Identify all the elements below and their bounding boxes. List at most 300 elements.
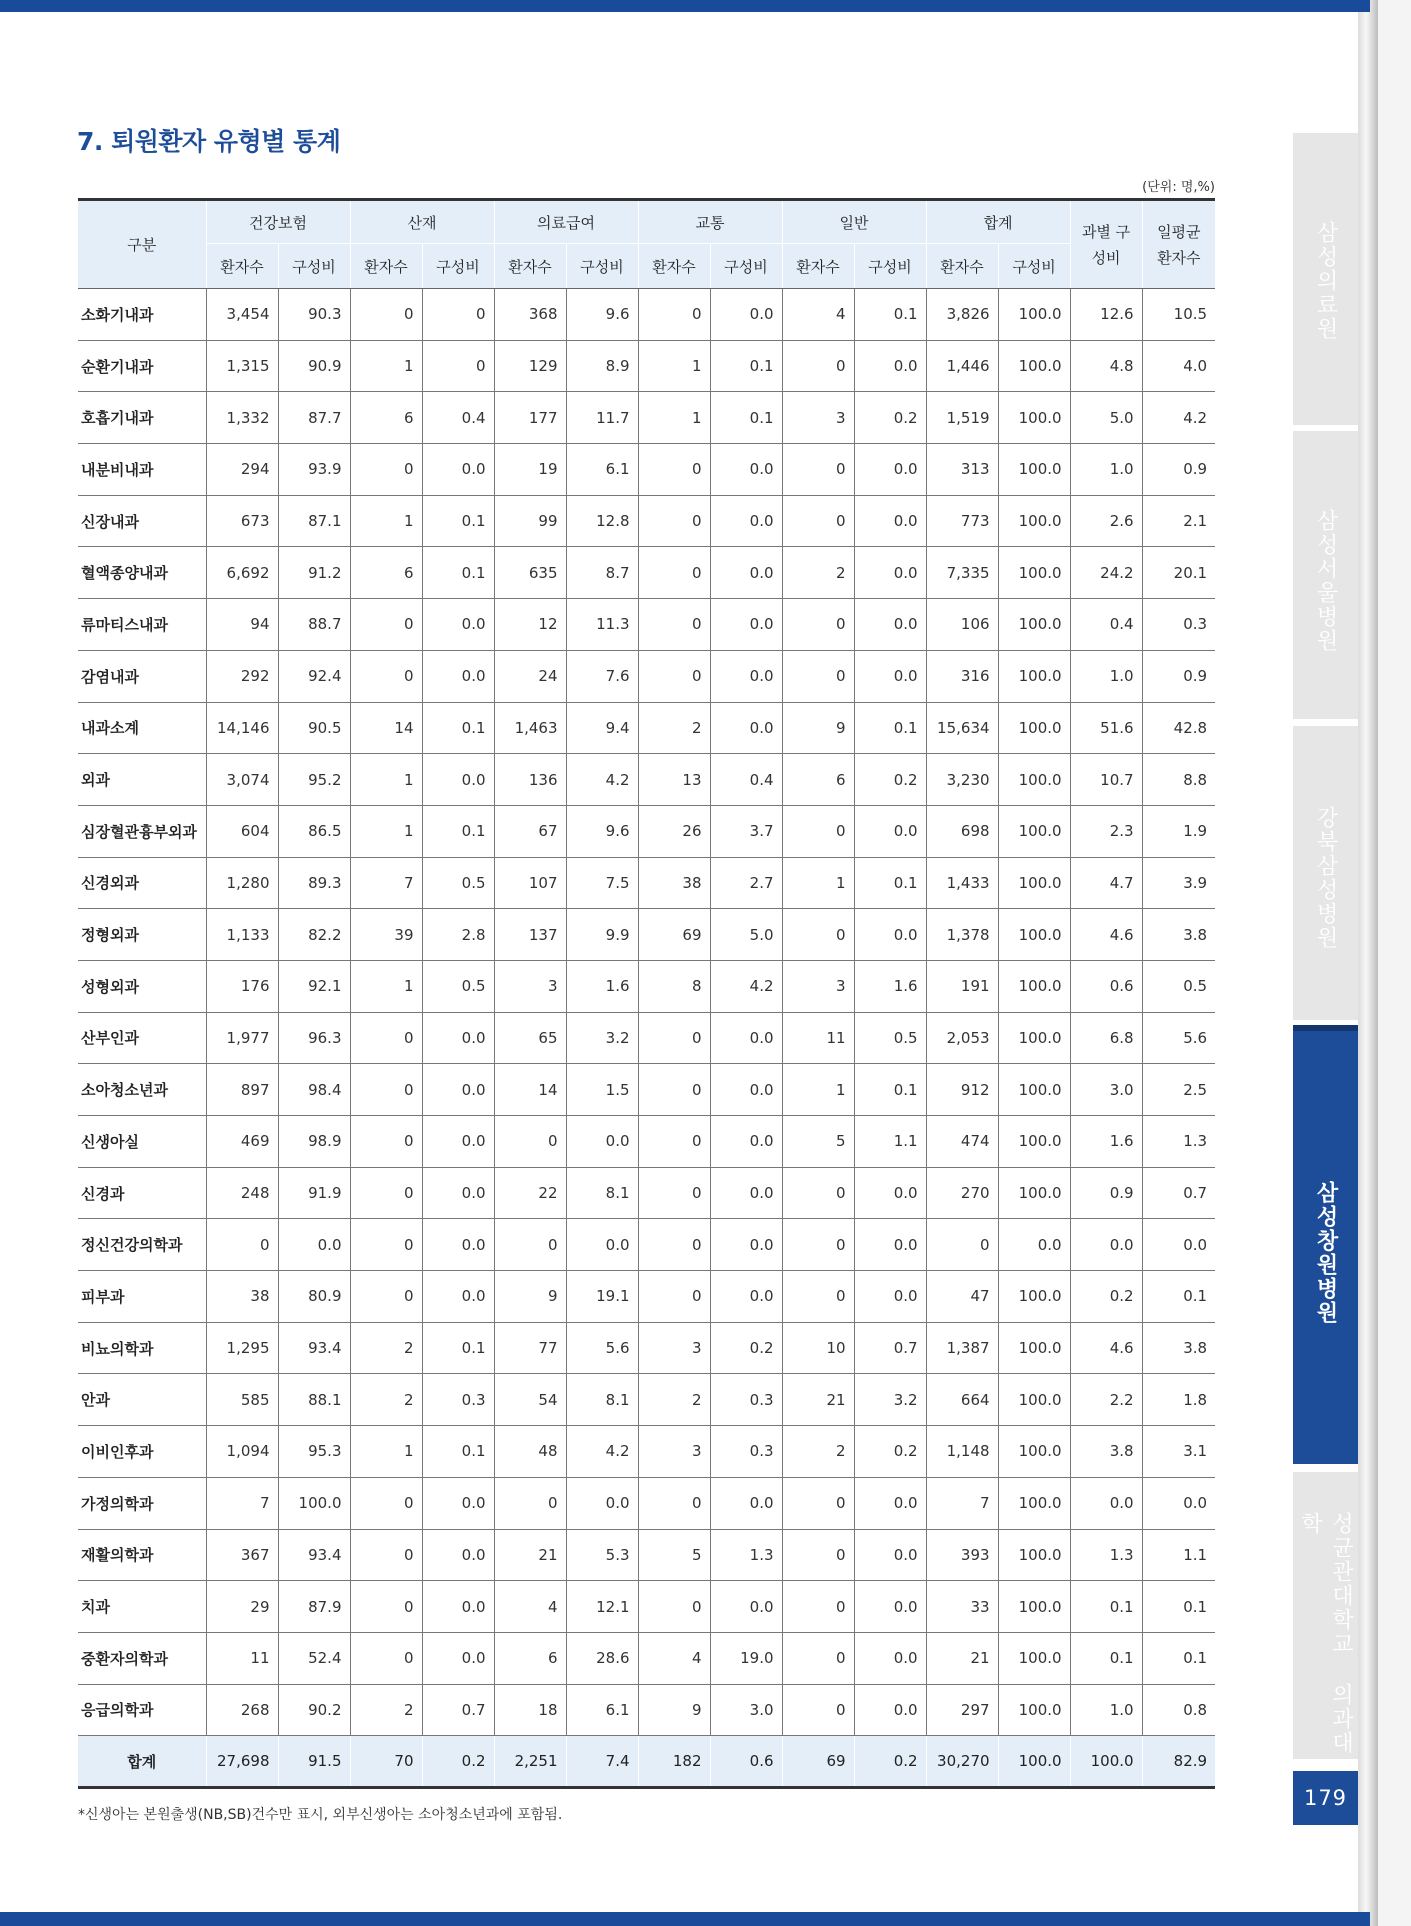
table-cell: 0 [638, 650, 710, 702]
department-name: 외과 [78, 754, 206, 806]
department-name: 응급의학과 [78, 1684, 206, 1736]
table-cell: 0 [350, 444, 422, 496]
side-tab-label: 삼성서울병원 [1313, 509, 1338, 653]
table-cell: 3 [782, 960, 854, 1012]
table-cell: 100.0 [998, 960, 1070, 1012]
table-cell: 8 [638, 960, 710, 1012]
table-cell: 19 [494, 444, 566, 496]
table-cell: 1,315 [206, 340, 278, 392]
table-cell: 0.0 [422, 1632, 494, 1684]
table-cell: 248 [206, 1167, 278, 1219]
table-cell: 0 [926, 1219, 998, 1271]
department-name: 심장혈관흉부외과 [78, 805, 206, 857]
table-cell: 3 [638, 1426, 710, 1478]
department-name: 이비인후과 [78, 1426, 206, 1478]
table-row [78, 1581, 1215, 1633]
table-cell: 2 [782, 547, 854, 599]
table-cell: 137 [494, 909, 566, 961]
table-row [78, 1426, 1215, 1478]
table-cell: 0 [638, 289, 710, 341]
table-cell: 0 [638, 1477, 710, 1529]
table-cell: 93.4 [278, 1529, 350, 1581]
header-group-general: 일반 [782, 200, 926, 244]
table-cell: 0.0 [422, 1064, 494, 1116]
table-cell: 0.0 [710, 599, 782, 651]
table-cell: 1 [350, 495, 422, 547]
header-patient-count: 환자수 [638, 244, 710, 289]
department-name: 내과소계 [78, 702, 206, 754]
table-row [78, 444, 1215, 496]
table-cell: 38 [638, 857, 710, 909]
side-tab-samsung-changwon-active[interactable] [1293, 1025, 1358, 1464]
table-cell: 29 [206, 1581, 278, 1633]
table-cell: 0.0 [422, 599, 494, 651]
table-cell: 0 [782, 599, 854, 651]
table-cell: 24 [494, 650, 566, 702]
table-cell: 0 [350, 1581, 422, 1633]
total-cell: 27,698 [206, 1736, 278, 1788]
header-patient-count: 환자수 [494, 244, 566, 289]
table-cell: 5.6 [1142, 1012, 1215, 1064]
table-cell: 1,295 [206, 1322, 278, 1374]
table-cell: 2.6 [1070, 495, 1142, 547]
table-cell: 0 [350, 599, 422, 651]
table-header [78, 200, 1215, 289]
table-cell: 0.0 [422, 444, 494, 496]
table-cell: 1.6 [854, 960, 926, 1012]
table-cell: 99 [494, 495, 566, 547]
table-cell: 7 [926, 1477, 998, 1529]
table-cell: 2,053 [926, 1012, 998, 1064]
side-tab-samsung-seoul[interactable] [1293, 431, 1358, 719]
table-cell: 38 [206, 1271, 278, 1323]
table-row [78, 1012, 1215, 1064]
table-cell: 24.2 [1070, 547, 1142, 599]
table-cell: 0 [350, 1632, 422, 1684]
table-cell: 0.1 [422, 1322, 494, 1374]
table-cell: 51.6 [1070, 702, 1142, 754]
table-cell: 297 [926, 1684, 998, 1736]
table-cell: 87.1 [278, 495, 350, 547]
table-cell: 91.9 [278, 1167, 350, 1219]
table-cell: 5.3 [566, 1529, 638, 1581]
total-cell: 82.9 [1142, 1736, 1215, 1788]
table-cell: 0 [638, 1581, 710, 1633]
table-cell: 1.8 [1142, 1374, 1215, 1426]
side-tab-label: 삼성의료원 [1313, 221, 1338, 341]
table-cell: 0.1 [1142, 1581, 1215, 1633]
table-cell: 100.0 [998, 1477, 1070, 1529]
table-cell: 0.4 [710, 754, 782, 806]
department-name: 중환자의학과 [78, 1632, 206, 1684]
table-cell: 0.2 [710, 1322, 782, 1374]
department-name: 신경과 [78, 1167, 206, 1219]
table-cell: 12.1 [566, 1581, 638, 1633]
table-cell: 14 [350, 702, 422, 754]
discharge-stats-table [78, 198, 1215, 1789]
table-cell: 0.0 [854, 444, 926, 496]
table-cell: 0 [782, 1219, 854, 1271]
table-cell: 19.1 [566, 1271, 638, 1323]
table-cell: 0.7 [1142, 1167, 1215, 1219]
table-cell: 177 [494, 392, 566, 444]
table-cell: 0.5 [422, 960, 494, 1012]
table-cell: 0 [782, 1632, 854, 1684]
table-cell: 1 [350, 805, 422, 857]
table-cell: 95.2 [278, 754, 350, 806]
side-tab-skku-medicine[interactable] [1293, 1472, 1358, 1759]
table-cell: 0 [638, 1116, 710, 1168]
side-tab-kangbuk-samsung[interactable] [1293, 726, 1358, 1020]
table-cell: 2.8 [422, 909, 494, 961]
table-cell: 0.1 [422, 702, 494, 754]
table-cell: 1,332 [206, 392, 278, 444]
table-cell: 0.0 [710, 1271, 782, 1323]
table-cell: 6 [494, 1632, 566, 1684]
table-cell: 0 [782, 444, 854, 496]
table-row [78, 702, 1215, 754]
table-cell: 9.9 [566, 909, 638, 961]
table-cell: 3.8 [1070, 1426, 1142, 1478]
table-cell: 100.0 [998, 1116, 1070, 1168]
side-tab-samsung-medical[interactable] [1293, 133, 1358, 425]
unit-label: (단위: 명,%) [1142, 180, 1215, 195]
table-cell: 0 [350, 289, 422, 341]
table-cell: 0.5 [1142, 960, 1215, 1012]
page-edge-shadow [1378, 0, 1411, 1926]
table-cell: 1 [350, 754, 422, 806]
table-cell: 0.0 [422, 1271, 494, 1323]
table-cell: 0.0 [710, 1477, 782, 1529]
table-row [78, 857, 1215, 909]
header-group-health-insurance: 건강보험 [206, 200, 350, 244]
department-name: 안과 [78, 1374, 206, 1426]
table-cell: 10.7 [1070, 754, 1142, 806]
table-cell: 1 [350, 340, 422, 392]
department-name: 신경외과 [78, 857, 206, 909]
table-cell: 0.5 [422, 857, 494, 909]
header-ratio: 구성비 [710, 244, 782, 289]
table-cell: 2 [350, 1322, 422, 1374]
table-cell: 0.3 [422, 1374, 494, 1426]
table-cell: 1,446 [926, 340, 998, 392]
table-cell: 90.3 [278, 289, 350, 341]
table-cell: 367 [206, 1529, 278, 1581]
table-cell: 6 [350, 392, 422, 444]
table-cell: 93.4 [278, 1322, 350, 1374]
table-cell: 1,148 [926, 1426, 998, 1478]
table-cell: 0.0 [854, 1271, 926, 1323]
table-cell: 0.0 [566, 1219, 638, 1271]
table-cell: 0 [638, 1271, 710, 1323]
table-cell: 1.1 [854, 1116, 926, 1168]
table-cell: 0.0 [854, 340, 926, 392]
table-row [78, 392, 1215, 444]
department-name: 피부과 [78, 1271, 206, 1323]
table-cell: 82.2 [278, 909, 350, 961]
table-cell: 3.1 [1142, 1426, 1215, 1478]
table-cell: 474 [926, 1116, 998, 1168]
table-cell: 0.1 [710, 392, 782, 444]
table-cell: 0.4 [1070, 599, 1142, 651]
table-cell: 2.7 [710, 857, 782, 909]
total-cell: 0.2 [422, 1736, 494, 1788]
department-name: 신생아실 [78, 1116, 206, 1168]
table-cell: 0.1 [422, 495, 494, 547]
table-cell: 0 [494, 1477, 566, 1529]
table-cell: 28.6 [566, 1632, 638, 1684]
table-cell: 9 [494, 1271, 566, 1323]
table-cell: 6 [350, 547, 422, 599]
table-cell: 100.0 [998, 1632, 1070, 1684]
table-cell: 1 [638, 340, 710, 392]
header-ratio: 구성비 [854, 244, 926, 289]
table-cell: 0 [638, 495, 710, 547]
table-cell: 0.0 [710, 650, 782, 702]
header-patient-count: 환자수 [206, 244, 278, 289]
table-row [78, 1477, 1215, 1529]
table-cell: 7,335 [926, 547, 998, 599]
table-cell: 1.3 [710, 1529, 782, 1581]
department-name: 정신건강의학과 [78, 1219, 206, 1271]
table-cell: 585 [206, 1374, 278, 1426]
table-cell: 6.8 [1070, 1012, 1142, 1064]
table-cell: 18 [494, 1684, 566, 1736]
table-cell: 0.0 [566, 1477, 638, 1529]
table-cell: 0.0 [710, 1064, 782, 1116]
table-cell: 0.1 [1142, 1632, 1215, 1684]
table-row [78, 1271, 1215, 1323]
table-cell: 0.1 [854, 857, 926, 909]
table-cell: 0.0 [854, 547, 926, 599]
table-row [78, 1374, 1215, 1426]
table-cell: 0.6 [1070, 960, 1142, 1012]
table-cell: 0.0 [1142, 1219, 1215, 1271]
table-cell: 98.9 [278, 1116, 350, 1168]
table-cell: 77 [494, 1322, 566, 1374]
table-cell: 91.2 [278, 547, 350, 599]
header-daily-avg: 일평균 환자수 [1142, 200, 1215, 289]
table-cell: 94 [206, 599, 278, 651]
table-cell: 0.3 [710, 1426, 782, 1478]
table-cell: 1 [638, 392, 710, 444]
table-cell: 4.6 [1070, 909, 1142, 961]
top-color-strip [0, 0, 1370, 12]
table-row [78, 1684, 1215, 1736]
table-cell: 1.5 [566, 1064, 638, 1116]
table-cell: 0.0 [854, 909, 926, 961]
department-name: 재활의학과 [78, 1529, 206, 1581]
table-cell: 0 [350, 650, 422, 702]
total-cell: 0.6 [710, 1736, 782, 1788]
table-cell: 0.0 [422, 1167, 494, 1219]
table-cell: 0.0 [422, 1012, 494, 1064]
table-cell: 0.0 [710, 1581, 782, 1633]
table-cell: 0.0 [854, 1167, 926, 1219]
table-cell: 0.1 [422, 547, 494, 599]
table-cell: 5 [638, 1529, 710, 1581]
footnote: *신생아는 본원출생(NB,SB)건수만 표시, 외부신생아는 소아청소년과에 포함됨. [78, 1807, 563, 1823]
total-cell: 91.5 [278, 1736, 350, 1788]
table-cell: 95.3 [278, 1426, 350, 1478]
department-name: 정형외과 [78, 909, 206, 961]
table-body [78, 289, 1215, 1736]
table-cell: 0.0 [710, 1012, 782, 1064]
table-cell: 1.3 [1070, 1529, 1142, 1581]
table-cell: 0.2 [854, 754, 926, 806]
table-cell: 19.0 [710, 1632, 782, 1684]
table-row [78, 1116, 1215, 1168]
table-cell: 10.5 [1142, 289, 1215, 341]
table-cell: 4.7 [1070, 857, 1142, 909]
table-cell: 21 [782, 1374, 854, 1426]
header-ratio: 구성비 [566, 244, 638, 289]
table-cell: 912 [926, 1064, 998, 1116]
table-cell: 3.8 [1142, 909, 1215, 961]
table-cell: 90.9 [278, 340, 350, 392]
table-cell: 0.0 [854, 650, 926, 702]
table-cell: 96.3 [278, 1012, 350, 1064]
table-cell: 0 [638, 1219, 710, 1271]
department-name: 소화기내과 [78, 289, 206, 341]
table-row [78, 1632, 1215, 1684]
table-cell: 100.0 [998, 857, 1070, 909]
table-cell: 0.0 [854, 805, 926, 857]
table-cell: 897 [206, 1064, 278, 1116]
header-group-traffic: 교통 [638, 200, 782, 244]
table-cell: 0 [422, 289, 494, 341]
table-cell: 3.2 [566, 1012, 638, 1064]
table-row [78, 599, 1215, 651]
table-cell: 4.2 [1142, 392, 1215, 444]
table-cell: 100.0 [998, 1012, 1070, 1064]
table-cell: 136 [494, 754, 566, 806]
table-cell: 87.7 [278, 392, 350, 444]
header-group-medical-aid: 의료급여 [494, 200, 638, 244]
table-cell: 5 [782, 1116, 854, 1168]
table-cell: 7.5 [566, 857, 638, 909]
table-cell: 0.0 [854, 599, 926, 651]
table-cell: 100.0 [998, 1271, 1070, 1323]
table-cell: 13 [638, 754, 710, 806]
table-cell: 191 [926, 960, 998, 1012]
table-cell: 0.0 [998, 1219, 1070, 1271]
table-cell: 1 [782, 1064, 854, 1116]
table-cell: 0 [638, 547, 710, 599]
total-cell: 0.2 [854, 1736, 926, 1788]
table-cell: 3,230 [926, 754, 998, 806]
table-cell: 2.2 [1070, 1374, 1142, 1426]
table-cell: 0.0 [710, 702, 782, 754]
header-group-industrial: 산재 [350, 200, 494, 244]
table-cell: 0 [206, 1219, 278, 1271]
table-cell: 1 [350, 1426, 422, 1478]
table-cell: 1,094 [206, 1426, 278, 1478]
department-name: 호흡기내과 [78, 392, 206, 444]
table-cell: 0.1 [854, 1064, 926, 1116]
table-cell: 0.3 [710, 1374, 782, 1426]
table-cell: 0.1 [422, 1426, 494, 1478]
table-cell: 80.9 [278, 1271, 350, 1323]
table-cell: 1.3 [1142, 1116, 1215, 1168]
table-row [78, 1064, 1215, 1116]
header-patient-count: 환자수 [350, 244, 422, 289]
table-cell: 4.0 [1142, 340, 1215, 392]
table-cell: 87.9 [278, 1581, 350, 1633]
table-cell: 100.0 [998, 1322, 1070, 1374]
table-cell: 0.9 [1142, 650, 1215, 702]
table-cell: 4.8 [1070, 340, 1142, 392]
table-cell: 0 [782, 340, 854, 392]
header-ratio: 구성비 [422, 244, 494, 289]
table-cell: 5.0 [710, 909, 782, 961]
table-cell: 0.0 [422, 650, 494, 702]
table-cell: 93.9 [278, 444, 350, 496]
department-name: 신장내과 [78, 495, 206, 547]
table-cell: 0.9 [1142, 444, 1215, 496]
table-cell: 0.4 [422, 392, 494, 444]
table-cell: 0.8 [1142, 1684, 1215, 1736]
table-cell: 6 [782, 754, 854, 806]
table-row [78, 805, 1215, 857]
table-row [78, 289, 1215, 341]
table-cell: 0 [782, 495, 854, 547]
table-cell: 100.0 [998, 289, 1070, 341]
table-cell: 3,454 [206, 289, 278, 341]
table-row [78, 1529, 1215, 1581]
table-row [78, 960, 1215, 1012]
table-cell: 100.0 [998, 392, 1070, 444]
total-label: 합계 [78, 1736, 206, 1788]
table-cell: 107 [494, 857, 566, 909]
table-cell: 92.4 [278, 650, 350, 702]
table-cell: 9.6 [566, 289, 638, 341]
table-cell: 26 [638, 805, 710, 857]
header-ratio: 구성비 [998, 244, 1070, 289]
table-cell: 0.0 [710, 547, 782, 599]
table-cell: 3.7 [710, 805, 782, 857]
table-cell: 100.0 [998, 599, 1070, 651]
table-cell: 92.1 [278, 960, 350, 1012]
table-cell: 100.0 [998, 805, 1070, 857]
table-cell: 0 [638, 1012, 710, 1064]
table-row [78, 1322, 1215, 1374]
table-cell: 0.0 [1070, 1477, 1142, 1529]
table-cell: 0 [782, 1529, 854, 1581]
total-cell: 100.0 [1070, 1736, 1142, 1788]
table-cell: 0.0 [1142, 1477, 1215, 1529]
table-cell: 0 [638, 1167, 710, 1219]
table-row [78, 495, 1215, 547]
total-cell: 30,270 [926, 1736, 998, 1788]
table-cell: 0.1 [1070, 1581, 1142, 1633]
table-cell: 0 [782, 909, 854, 961]
table-cell: 270 [926, 1167, 998, 1219]
table-cell: 773 [926, 495, 998, 547]
table-cell: 0.2 [854, 392, 926, 444]
header-dept-ratio: 과별 구성비 [1070, 200, 1142, 289]
header-subrow [78, 244, 1215, 289]
department-name: 내분비내과 [78, 444, 206, 496]
department-name: 성형외과 [78, 960, 206, 1012]
table-cell: 0.0 [854, 1477, 926, 1529]
department-name: 가정의학과 [78, 1477, 206, 1529]
table-cell: 100.0 [998, 547, 1070, 599]
department-name: 순환기내과 [78, 340, 206, 392]
table-cell: 4.2 [566, 1426, 638, 1478]
table-row [78, 650, 1215, 702]
department-name: 치과 [78, 1581, 206, 1633]
